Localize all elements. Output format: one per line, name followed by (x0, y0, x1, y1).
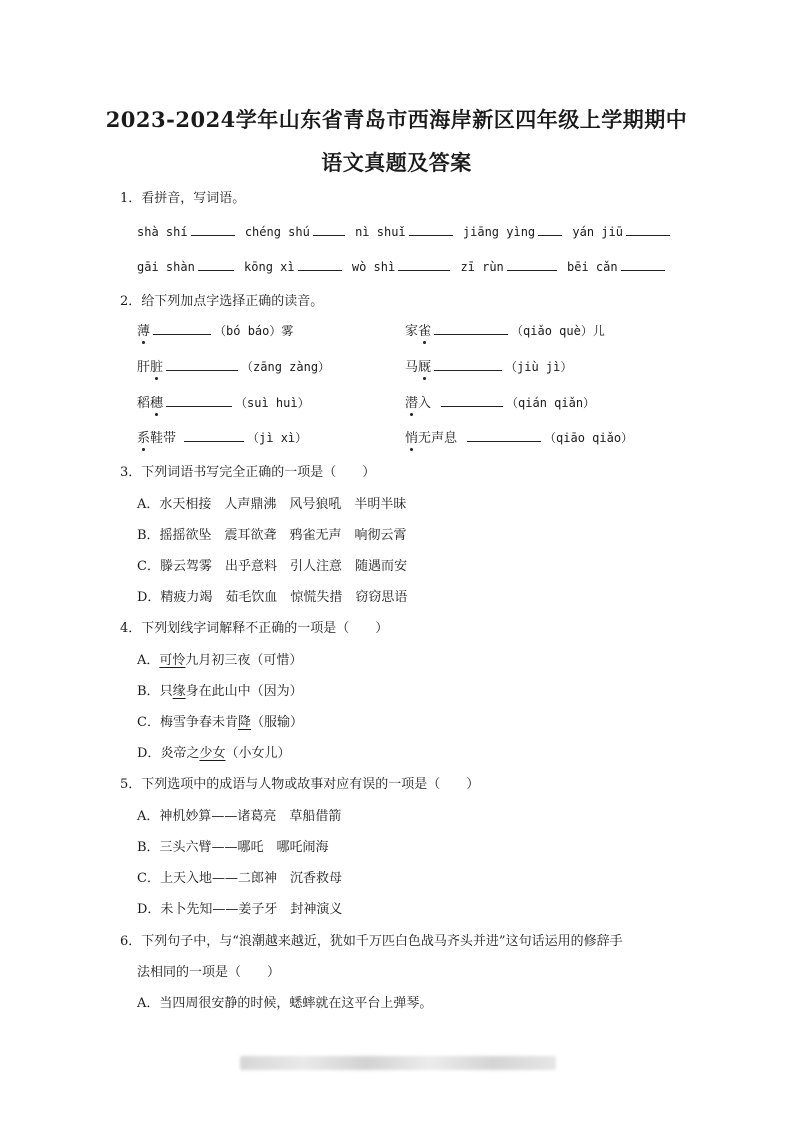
answer-blank[interactable] (538, 223, 562, 236)
question-1-stem: 1．看拼音，写词语。 (120, 191, 246, 206)
answer-blank[interactable] (298, 258, 342, 271)
choice-option[interactable]: A．可怜九月初三夜（可惜） (137, 653, 303, 668)
answer-blank[interactable] (621, 258, 665, 271)
reading-item: 潜入 （qián qiǎn） (405, 396, 596, 411)
answer-blank[interactable] (626, 223, 670, 236)
choice-option[interactable]: B．只缘身在此山中（因为） (137, 684, 303, 699)
pinyin-item: wò shì (351, 260, 396, 274)
dotted-char: 系 (137, 431, 151, 446)
reading-item: 系鞋带 （jì xì） (137, 431, 308, 446)
reading-options: （qiǎo què）儿 (511, 324, 605, 338)
pinyin-item: nì shuǐ (355, 225, 406, 239)
underlined-word: 降 (237, 715, 251, 730)
pinyin-row-1 (137, 223, 673, 239)
reading-options: （qián qiǎn） (506, 396, 596, 410)
blurred-footer (240, 1056, 556, 1070)
choice-option[interactable]: A．神机妙算——诸葛亮 草船借箭 (137, 809, 342, 824)
choice-option[interactable]: C．梅雪争春未肯降（服输） (137, 715, 303, 730)
dotted-char: 雀 (418, 324, 432, 339)
dotted-char: 悄 (405, 431, 419, 446)
answer-blank[interactable] (191, 223, 235, 236)
answer-blank[interactable] (441, 394, 503, 407)
choice-option[interactable]: D．未卜先知——姜子牙 封神演义 (137, 902, 343, 917)
reading-options: （bó báo）雾 (214, 324, 294, 338)
underlined-word: 缘 (172, 684, 186, 699)
question-3-stem: 3．下列词语书写完全正确的一项是（ ） (120, 465, 376, 480)
pinyin-item: zī rùn (460, 260, 504, 274)
choice-option[interactable]: C．上天入地——二郎神 沉香救母 (137, 871, 342, 886)
question-6-stem-line2: 法相同的一项是（ ） (137, 965, 281, 980)
page-title-line2: 语文真题及答案 (321, 150, 472, 175)
reading-item: 稻穗 （suì huì） (137, 396, 310, 411)
choice-option[interactable]: D．精疲力竭 茹毛饮血 惊慌失措 窃窃思语 (137, 590, 408, 605)
question-4-stem: 4．下列划线字词解释不正确的一项是（ ） (120, 621, 389, 636)
dotted-char: 潜 (405, 396, 419, 411)
answer-blank[interactable] (313, 223, 345, 236)
choice-option[interactable]: A．当四周很安静的时候，蟋蟀就在这平台上弹琴。 (137, 996, 433, 1011)
reading-item: 家雀 （qiǎo què）儿 (405, 324, 605, 339)
choice-option[interactable]: C．滕云驾雾 出乎意料 引人注意 随遇而安 (137, 559, 407, 574)
dotted-char: 薄 (137, 324, 151, 339)
reading-options: （qiāo qiǎo） (544, 431, 634, 445)
choice-option[interactable]: B．三头六臂——哪吒 哪吒闹海 (137, 840, 329, 855)
answer-blank[interactable] (467, 429, 541, 442)
underlined-word: 少女 (199, 746, 226, 761)
pinyin-item: yán jiū (572, 225, 623, 239)
reading-options: （suì huì） (235, 396, 310, 410)
answer-blank[interactable] (184, 429, 244, 442)
choice-option[interactable]: A．水天相接 人声鼎沸 风号狼吼 半明半昧 (137, 497, 407, 512)
reading-options: （zāng zàng） (241, 360, 331, 374)
pinyin-item: kōng xì (244, 260, 295, 274)
page-title-line1: 2023-2024学年山东省青岛市西海岸新区四年级上学期期中 (105, 107, 688, 132)
reading-item: 马厩 （jiù jì） (405, 360, 573, 375)
answer-blank[interactable] (434, 322, 508, 335)
reading-options: （jì xì） (247, 431, 308, 445)
choice-option[interactable]: D．炎帝之少女（小女儿） (137, 746, 291, 761)
answer-blank[interactable] (166, 358, 238, 371)
answer-blank[interactable] (198, 258, 234, 271)
reading-options: （jiù jì） (505, 360, 573, 374)
question-6-stem-line1: 6．下列句子中，与“浪潮越来越近，犹如千万匹白色战马齐头并进”这句话运用的修辞手 (120, 934, 623, 949)
answer-blank[interactable] (507, 258, 557, 271)
answer-blank[interactable] (398, 258, 450, 271)
answer-blank[interactable] (434, 358, 502, 371)
answer-blank[interactable] (153, 322, 211, 335)
underlined-word: 可怜 (159, 653, 186, 668)
pinyin-item: bēi cǎn (567, 260, 618, 274)
pinyin-item: gāi shàn (137, 260, 195, 274)
pinyin-item: shà shí (137, 225, 188, 239)
answer-blank[interactable] (166, 394, 232, 407)
reading-item: 肝脏 （zāng zàng） (137, 360, 331, 375)
question-2-stem: 2．给下列加点字选择正确的读音。 (120, 294, 324, 309)
pinyin-item: chéng shú (244, 225, 310, 239)
reading-item: 悄无声息 （qiāo qiǎo） (405, 431, 634, 446)
dotted-char: 脏 (150, 360, 164, 375)
dotted-char: 厩 (418, 360, 432, 375)
question-5-stem: 5．下列选项中的成语与人物或故事对应有误的一项是（ ） (120, 777, 480, 792)
pinyin-row-2 (137, 258, 668, 274)
choice-option[interactable]: B．摇摇欲坠 震耳欲聋 鸦雀无声 响彻云霄 (137, 528, 407, 543)
answer-blank[interactable] (409, 223, 453, 236)
pinyin-item: jiāng yìng (462, 225, 536, 239)
dotted-char: 穗 (150, 396, 164, 411)
reading-item (137, 320, 293, 339)
